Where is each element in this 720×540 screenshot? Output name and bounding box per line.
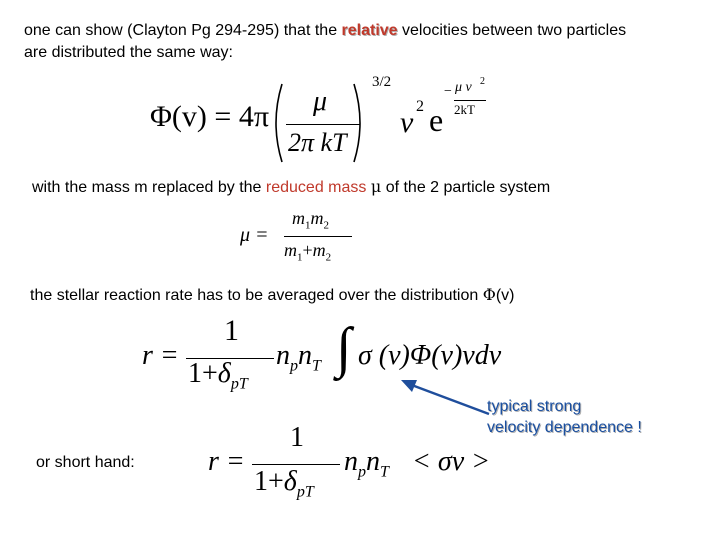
phi-exp-den: 2kT [454,102,475,117]
rate-den-one: 1+ [188,358,218,389]
annotation-arrow [395,372,495,422]
relative-highlight: relative [341,22,398,39]
phi-exp-minus: − [444,84,452,99]
integral-sign: ∫ [336,317,352,379]
short-den-one: 1+ [254,466,284,497]
short-densities [344,446,389,482]
phi-v: v [400,106,414,139]
rate-numerator: 1 [224,314,239,347]
mu-den-2: 2 [325,251,332,264]
rate-note-text: the stellar reaction rate has to be averaged over the distribution [30,287,483,304]
reduced-mass-note [32,177,550,198]
short-numerator: 1 [290,422,304,453]
phi-frac-line [286,124,360,125]
rate-note [30,285,515,306]
mu-den-m2: m [312,240,326,260]
phi-v-exp: 2 [416,98,424,115]
mu-num-2: 2 [323,219,329,232]
short-n2: n [366,446,380,477]
phi-arg: (v) [495,287,515,304]
rate-den-delta: δ [217,358,231,389]
rate-n2-sub: T [312,357,321,375]
short-lhs: r = [208,446,245,477]
rate-n1-sub: p [290,357,298,375]
reduced-mass-before: with the mass m replaced by the [32,179,266,196]
short-den-delta: δ [283,466,297,497]
mu-num-m2: m [310,208,324,228]
mu-den-m1: m [284,240,297,260]
rate-n1: n [276,340,290,371]
intro-text-after: velocities between two particles [397,22,627,39]
short-n1-sub: p [358,463,366,481]
mu-equation [240,208,370,268]
phi-frac-den: 2π kT [288,128,347,157]
annotation-line-2: velocity dependence ! [487,419,642,436]
rate-lhs: r = [142,340,179,371]
phi-exp-num-sq: 2 [480,76,485,87]
intro-line-2: are distributed the same way: [24,44,233,61]
reduced-mass-after: of the 2 particle system [381,179,551,196]
mu-num-1: 1 [305,219,311,232]
short-n2-sub: T [380,463,389,481]
mu-den-1: 1 [297,251,303,264]
phi-equation [150,74,490,168]
phi-exp-line [454,100,486,101]
shorthand-label: or short hand: [36,454,135,471]
phi-frac-num: μ [313,86,328,117]
mu-lhs: μ = [240,224,269,246]
phi-symbol: Φ [482,285,496,304]
phi-e: e [429,102,444,138]
mu-numerator [292,208,329,232]
phi-exp-num: μ v [455,80,472,95]
shorthand-equation [206,424,506,514]
short-denominator [254,466,314,502]
mu-denominator [284,240,331,264]
mu-frac-line [284,236,352,237]
mu-den-plus: + [302,240,313,260]
short-average: < σv > [412,446,491,477]
rate-integrand: σ (v)Φ(v)vdv [358,340,502,371]
mu-num-m1: m [292,208,305,228]
short-n1: n [344,446,358,477]
rate-n2: n [298,340,312,371]
phi-lhs: Φ(v) = 4π [150,100,269,133]
rate-densities [276,340,321,376]
short-den-sub: pT [296,483,314,501]
rate-denominator [188,358,248,394]
intro-line-1 [24,21,626,41]
phi-power: 3/2 [372,74,392,90]
intro-text-before: one can show (Clayton Pg 294-295) that the [24,22,342,39]
rate-den-sub: pT [230,375,248,393]
annotation-line-1: typical strong [487,398,582,415]
reduced-mass-highlight: reduced mass [265,179,367,196]
mu-symbol: μ [370,177,382,196]
